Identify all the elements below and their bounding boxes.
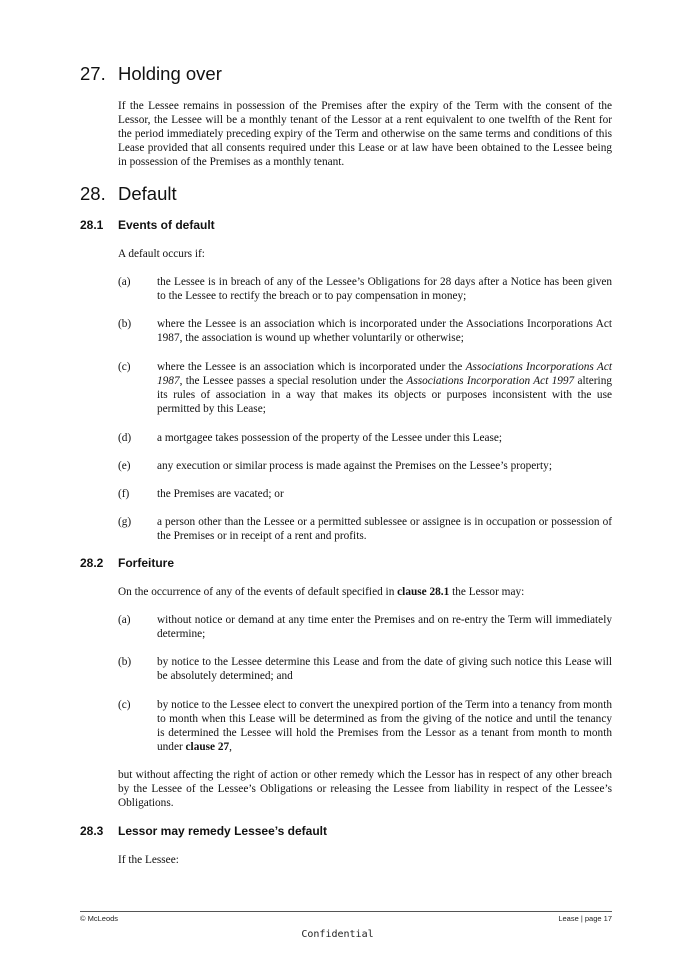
list-item [118,275,612,303]
list-item [118,655,612,683]
heading-title: Default [118,183,177,204]
list-item [118,487,612,501]
list-text-part: altering its rules of association in a way that makes its objects or purposes inconsistent with the use permitted by this Lease; [157,375,612,416]
subheading-number: 28.1 [80,218,104,232]
list-text: by notice to the Lessee determine this Lease and from the date of giving such notice this Lease will be absolutely determined; and [157,656,612,683]
heading-28-3 [80,824,327,838]
list-item [118,459,612,473]
list-label: (b) [118,656,132,668]
list-label: (c) [118,361,131,373]
heading-28-1 [80,218,215,232]
list-item [118,431,612,445]
list-text: a mortgagee takes possession of the property of the Lessee under this Lease; [157,432,503,444]
list-text: where the Lessee is an association which is incorporated under the Associations Incorporations Act 1987, the association is wound up whether voluntarily or otherwise; [157,318,612,345]
act-name-italic: Associations Incorporation Act 1997 [406,375,575,388]
list-item [118,360,612,416]
list-text: the Premises are vacated; or [157,488,284,500]
list-text: a person other than the Lessee or a permitted sublessee or assignee is in occupation or possession of the Premises or in receipt of a rent and profits. [157,516,612,543]
subheading-number: 28.2 [80,556,104,570]
list-label: (e) [118,460,131,472]
list-label: (c) [118,699,131,711]
list-text: the Lessee is in breach of any of the Lessee’s Obligations for 28 days after a Notice has been given to the Lessee to rectify the breach or to pay compensation in money; [157,276,612,303]
list-label: (g) [118,516,132,528]
list-text: any execution or similar process is made against the Premises on the Lessee’s property; [157,460,552,472]
subheading-title: Events of default [118,218,215,232]
list-item [118,317,612,345]
paragraph-28-1-intro: A default occurs if: [118,248,205,260]
list-label: (a) [118,276,131,288]
heading-27 [80,63,222,85]
list-item [118,613,612,641]
list-label: (f) [118,488,130,500]
list-text-part: by notice to the Lessee elect to convert the unexpired portion of the Term into a tenancy from month to month when this Lease will be determined as from the giving of the notice and until the tenancy is determined the Lessee will hold the Premises from the Lessor as a tenant from month to month under [157,699,612,754]
intro-text: the Lessor may: [449,586,525,598]
footer-copyright: © McLeods [80,914,119,923]
paragraph-27: If the Lessee remains in possession of the Premises after the expiry of the Term with the consent of the Lessor, the Lessee will be a monthly tenant of the Lessor at a rent equivalent to one twelfth of the Rent for the period immediately preceding expiry of the Term and otherwise on the same terms and conditions of this Lease provided that all consents required under this Lease or at law have been obtained to the Lessee being in possession of the Premises as a monthly tenant. [118,100,612,169]
confidential-label: Confidential [301,929,374,940]
list-text [157,360,612,416]
heading-number: 27. [80,63,106,84]
list-text [157,698,612,754]
act-name-italic: Associations Incorporations Act 1987 [157,361,612,388]
paragraph-28-3-intro: If the Lessee: [118,854,179,866]
list-label: (d) [118,432,132,444]
heading-28-2 [80,556,174,570]
clause-reference: clause 27 [185,741,230,754]
subheading-title: Forfeiture [118,556,175,570]
footer-divider [80,911,612,912]
heading-number: 28. [80,183,106,204]
list-label: (a) [118,614,131,626]
list-label: (b) [118,318,132,330]
list-text-part: , the Lessee passes a special resolution under the [179,375,407,388]
clause-reference: clause 28.1 [397,586,450,598]
footer-page-label: Lease | page 17 [558,914,612,923]
list-item [118,515,612,543]
subheading-number: 28.3 [80,824,104,838]
paragraph-28-2-closing: but without affecting the right of action or other remedy which the Lessor has in respect of any other breach by the Lessee of the Lessee’s Obligations or releasing the Lessee from liability in respect of the Lessee’s Obligations. [118,769,612,810]
paragraph-28-2-intro [118,585,612,599]
intro-text: On the occurrence of any of the events of default specified in [118,586,398,598]
list-text-part: where the Lessee is an association which is incorporated under the [157,361,466,373]
heading-28 [80,183,177,205]
list-text: without notice or demand at any time enter the Premises and on re-entry the Term will immediately determine; [157,614,612,641]
list-text-part: , [229,741,232,754]
heading-title: Holding over [118,63,222,84]
subheading-title: Lessor may remedy Lessee’s default [118,824,327,838]
list-item [118,698,612,754]
